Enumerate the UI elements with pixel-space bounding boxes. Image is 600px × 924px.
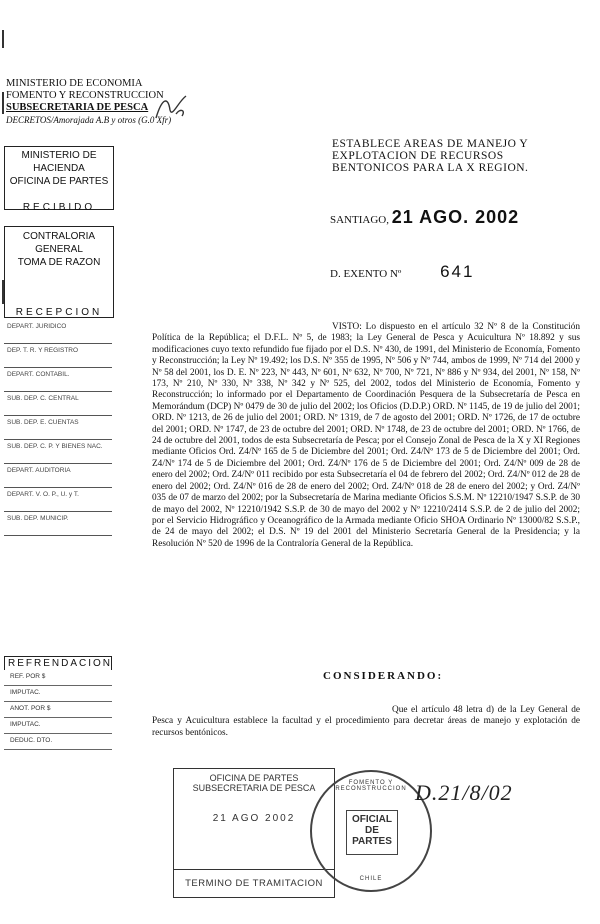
ministry-header [6, 78, 171, 126]
seal-rim-top: FOMENTO Y RECONSTRUCCION [335, 780, 407, 792]
department-row: DEP. T. R. Y REGISTRO [4, 344, 112, 368]
reference-line: DECRETOS/Amorajada A.B y otros (G.0 Xfr) [6, 115, 172, 125]
margin-mark [2, 92, 4, 114]
department-row: DEPART. JURIDICO [4, 320, 112, 344]
official-seal [310, 770, 432, 892]
refrendacion-box [4, 656, 112, 750]
department-row: DEPART. V. O. P., U. y T. [4, 488, 112, 512]
visto-paragraph: VISTO: Lo dispuesto en el artículo 32 Nº 8 de la Constitución Política de la República; el D.F.L. Nº 5, de 1983; la Ley General de Pesca y Acuicultura Nº 18.892 y sus modificaciones cuyo texto refundido fue fijado por el D.S. Nº 430, de 1991, del Ministerio de Economía, Fomento y Reconstrucción; la Ley Nº 19.492; los D.S. Nº 355 de 1995, Nº 506 y Nº 744, ambos de 1999, Nº 714 del 2000 y Nº 58 del 2001, los D. E. Nº 223, Nº 443, Nº 601, Nº 632, Nº 700, Nº 721, Nº 886 y Nº 934, del 2001, Nº 158, Nº 173, Nº 210, Nº 330, Nº 338, Nº 342 y Nº 525, del 2002, todos del Ministerio de Economía, Fomento y Reconstrucción; lo informado por el Departamento de Coordinación Pesquera de la Subsecretaría de Pesca en Memorándum (DCP) Nº 0479 de 30 de julio del 2002; los Oficios (D.D.P.) ORD. Nº 1145, de 19 de julio del 2001; ORD. Nº 1213, de 26 de julio del 2001; ORD. Nº 1319, de 7 de agosto del 2001; ORD. Nº 1726, de 17 de octubre del 2001; ORD. Nº 1747, de 23 de octubre del 2001; ORD. Nº 1748, de 23 de octubre del 2001; ORD. Nº 1766, de 24 de octubre del 2001, todos de esta Subsecretaría de Pesca; por el Consejo Zonal de Pesca de la X y XI Regiones mediante Oficios Ord. Z4/Nº 165 de 5 de Diciembre del 2001; Ord. Z4/Nº 173 de 5 de Diciembre del 2001; Ord. Z4/Nº 174 de 5 de Diciembre del 2001; Ord. Z4/Nº 176 de 5 de Diciembre del 2001; Ord. Z4/Nº 009 de 28 de enero del 2002; Ord. Z4/Nº 011 recibido por esta Subsecretaría el 04 de febrero del 2002; Ord. Z4/Nº 012 de 28 de enero del 2002; Ord. Z4/Nº 016 de 28 de enero del 2002; Ord. Z4/Nº 018 de 28 de enero del 2002; y Ord. Z4/Nº 035 de 07 de marzo del 2002; por la Subsecretaría de Marina mediante Oficios S.S.M. Nº 12210/1947 S.S.P. de 30 de mayo del 2002, Nº 12210/1942 S.S.P. de 30 de mayo del 2002 y Nº 12210/2414 S.S.P. de 2 de julio del 2002; por el Servicio Hidrográfico y Oceanográfico de la Armada mediante Oficio SHOA Ordinario Nº 13000/82 S.S.P., de 24 de mayo del 2002; el D.S. Nº 19 del 2001 del Ministerio Secretaría General de la Presidencia; y la Resolución Nº 520 de 1996 de la Contraloría General de la República. [152, 322, 580, 549]
refrendacion-row: IMPUTAC. [4, 686, 112, 702]
considerando-heading: CONSIDERANDO: [323, 670, 444, 682]
office-stamp-date: 21 AGO 2002 [212, 813, 296, 824]
office-stamp-line: OFICINA DE PARTES [209, 773, 299, 783]
department-row: SUB. DEP. E. CUENTAS [4, 416, 112, 440]
date-label: SANTIAGO, [330, 214, 389, 226]
hacienda-stamp [4, 146, 114, 213]
department-row: DEPART. CONTABIL. [4, 368, 112, 392]
decree-subject: ESTABLECE AREAS DE MANEJO Y EXPLOTACION DE RECURSOS BENTONICOS PARA LA X REGION. [332, 138, 529, 174]
seal-rim-bottom: CHILE [359, 876, 383, 882]
seal-center [346, 810, 398, 855]
department-row: SUB. DEP. C. CENTRAL [4, 392, 112, 416]
seal-center-line: DE PARTES [352, 825, 392, 847]
contraloria-title: CONTRALORIA GENERAL [22, 231, 96, 255]
handwritten-date: D.21/8/02 [415, 780, 513, 805]
subsecretaria-line: SUBSECRETARIA DE PESCA [6, 102, 149, 113]
refrendacion-row: REF. POR $ [4, 670, 112, 686]
decree-number: 641 [440, 262, 475, 281]
ministry-line: MINISTERIO DE ECONOMIA [6, 78, 143, 89]
contraloria-subtitle: TOMA DE RAZON [17, 257, 101, 268]
decree-date [330, 207, 519, 228]
date-value: 21 AGO. 2002 [391, 207, 520, 227]
considerando-paragraph: Que el artículo 48 letra d) de la Ley General de Pesca y Acuicultura establece la facultad y el procedimiento para decretar áreas de manejo y explotación de recursos bentónicos. [152, 705, 580, 738]
department-rows [4, 320, 112, 536]
office-stamp-footer: TERMINO DE TRAMITACION [174, 869, 334, 889]
refrendacion-row: ANOT. POR $ [4, 702, 112, 718]
seal-center-line: OFICIAL [352, 814, 392, 825]
signature-mark [152, 92, 192, 122]
contraloria-stamp [4, 226, 114, 318]
office-stamp-line: SUBSECRETARIA DE PESCA [192, 783, 316, 793]
department-row: SUB. DEP. C. P. Y BIENES NAC. [4, 440, 112, 464]
decree-number-line [330, 262, 474, 282]
refrendacion-row: DEDUC. DTO. [4, 734, 112, 750]
refrendacion-row: IMPUTAC. [4, 718, 112, 734]
hacienda-title: MINISTERIO DE HACIENDA [21, 150, 97, 174]
decree-label: D. EXENTO Nº [330, 268, 402, 280]
department-row: DEPART. AUDITORIA [4, 464, 112, 488]
margin-mark [2, 30, 4, 48]
refrendacion-title: REFRENDACION [4, 656, 112, 670]
hacienda-status: RECIBIDO [22, 202, 96, 213]
hacienda-office: OFICINA DE PARTES [9, 176, 109, 187]
department-row: SUB. DEP. MUNICIP. [4, 512, 112, 536]
contraloria-status: RECEPCION [15, 307, 103, 318]
ministry-line: FOMENTO Y RECONSTRUCCION [6, 90, 164, 101]
